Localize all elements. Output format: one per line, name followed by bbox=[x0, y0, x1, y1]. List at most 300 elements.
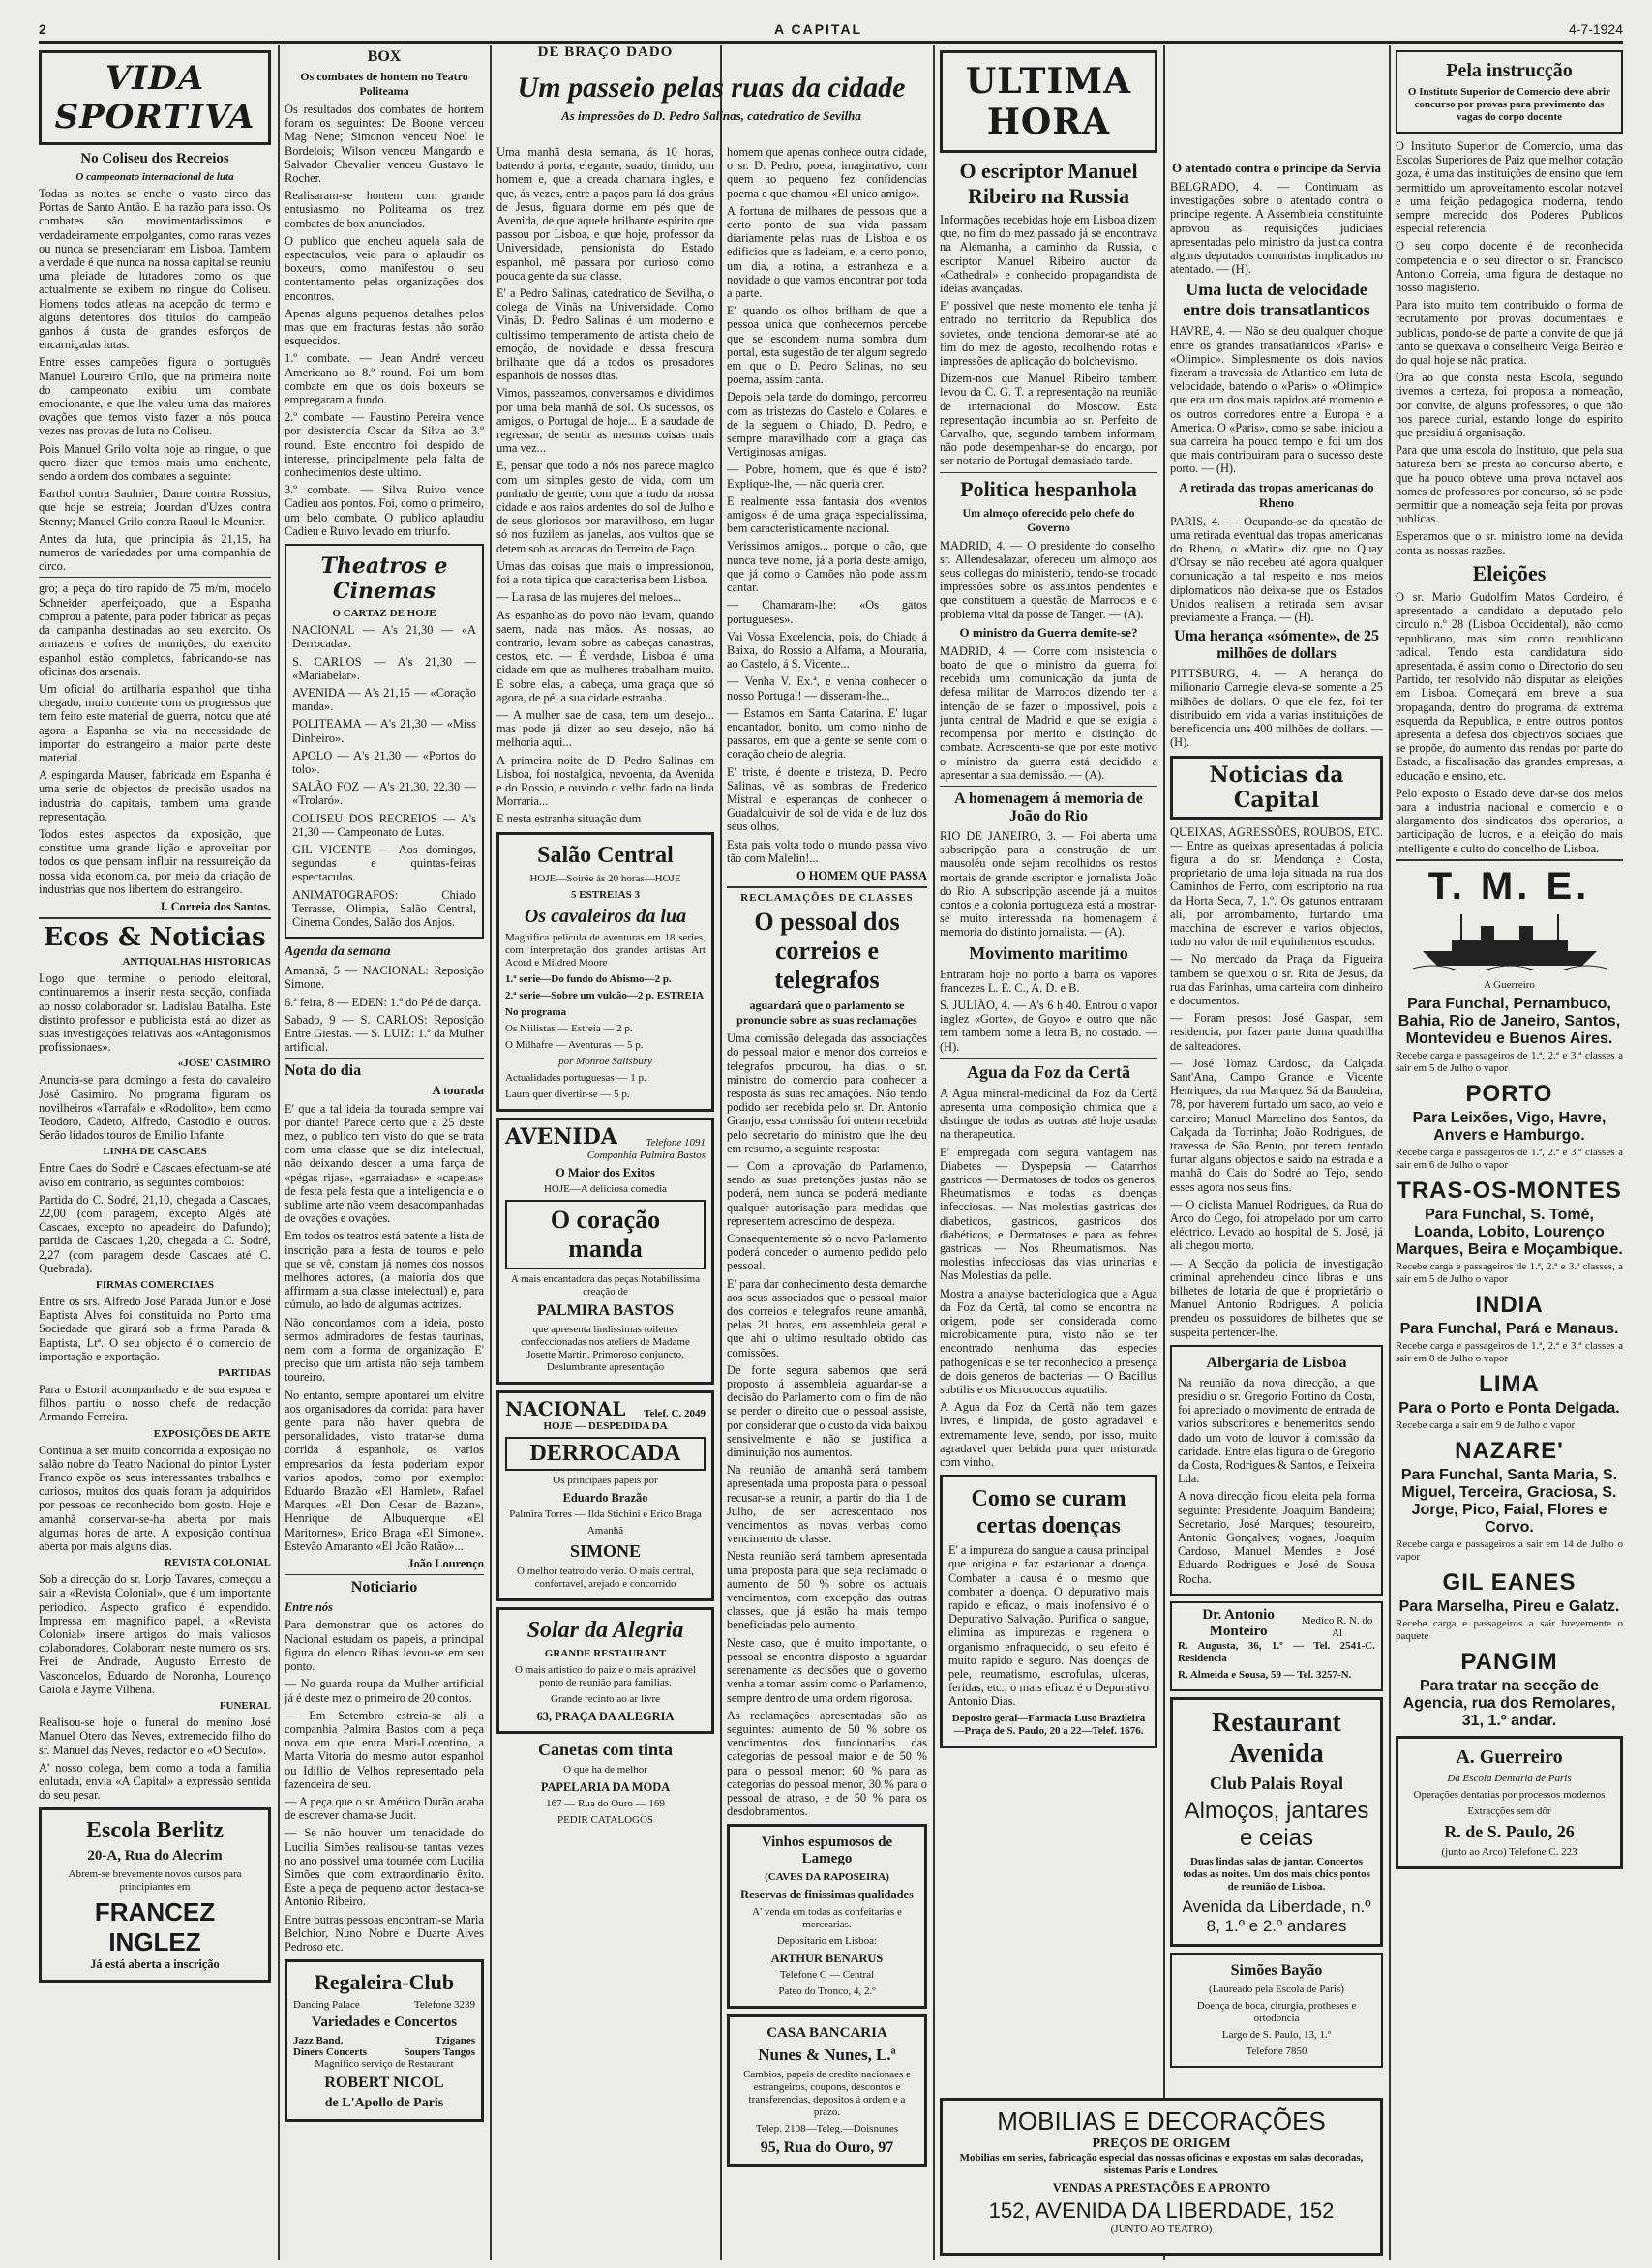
paragraph: A fortuna de milhares de pessoas que a certo ponto de sua vida passam diariamente pelas ruas de Lisboa e os edificios que as ladeiam, e, a certo ponto, um dia, a rotina, a estranheza e a novidade o que vamos encontrar por toda a parte. bbox=[727, 203, 927, 301]
column-rule bbox=[720, 45, 722, 2260]
paragraph: Vai Vossa Excelencia, pois, do Chiado á Baixa, do Rossio a Alfama, a Mouraria, ao Castelo, á S. Vicente... bbox=[727, 629, 927, 671]
ship-destinations: Para Funchal, S. Tomé, Loanda, Lobito, Lourenço Marques, Beira e Moçambique. bbox=[1396, 1206, 1623, 1258]
ad-text: por Monroe Salisbury bbox=[558, 1055, 652, 1067]
agenda-item: Amanhã, 5 — NACIONAL: Reposição Simone. bbox=[285, 964, 484, 992]
avenida-ad bbox=[496, 1118, 714, 1385]
ad-text: Mobilias em series, fabricação especial das nossas oficinas e expostas em salas decoradas, sistemas Paris e Londres. bbox=[959, 2152, 1364, 2176]
paragraph: O publico que encheu aquela sala de espectaculos, veio para o aplaudir os boxeurs, como manifestou o seu contentamento pelas organizações dos encontros. bbox=[285, 233, 484, 303]
column-1 bbox=[39, 45, 271, 2260]
theatre-listing: NACIONAL — A's 21,30 — «A Derrocada». bbox=[292, 623, 476, 651]
paragraph: No entanto, sempre apontarei um elvitre aos organisadores da corrida: para haver gente para não haver quebra de personalidades, visto tratar-se duma corrida á espanhola, os varios empresarios da festa poderiam expor varios apodos, como por exemplo: Eduardo Brazão «El Hamlet», Rafael Marques «El Don Cesar de Bazan», Henrique de Albuquerque «El Maritornes», Erico Braga «El Simone», Estevão Amaranto «El João Ratão»... bbox=[285, 1388, 484, 1553]
nota-body bbox=[285, 1102, 484, 1554]
paragraph: Apenas alguns pequenos detalhes pelos mas que em fracturas festas não sorão esquecidos. bbox=[285, 306, 484, 348]
paragraph: RIO DE JANEIRO, 3. — Foi aberta uma subscripção para a construção de um mausoléu onde sejam recolhidos os restos mortais de grande escriptor e jornalista João do Rio. A subscripção ascende já a muitos contos e a colonia portugueza está a mostrar-se muito interessada na homenagem á memoria do distinto jornalista. — (A). bbox=[940, 828, 1157, 940]
ad-text: que apresenta lindissimas toilettes confeccionadas nos ateliers de Madame Josette Martin. Primoroso conjuncto. Deslumbrante apresentação bbox=[521, 1323, 690, 1373]
theatre-listing: POLITEAMA — A's 21,30 — «Miss Dinheiro». bbox=[292, 717, 476, 745]
ad-text: Reservas de finissimas qualidades bbox=[740, 1888, 914, 1902]
news-body bbox=[39, 1295, 271, 1363]
story-title: BOX bbox=[367, 48, 402, 65]
ad-title: MOBILIAS E DECORAÇÕES bbox=[997, 2106, 1326, 2135]
paragraph: E' a impureza do sangue a causa principal que origina e faz estacionar a doença. Combater a causa é o mesmo que combater a doença. O depurativo mais rapido e eficaz, o mais inofensivo é o Depurativo Salvação. Purifica o sangue, elimina as impurezas e regenera o organismo enfraquecido, o seu efeito é muito rapido e seguro. Nas doenças de pele, reumatismo, escrofulas, ulceras, feridas, etc., o mais eficaz é o Depurativo Antonio Dias. bbox=[948, 1543, 1149, 1709]
ad-text: No programa bbox=[505, 1005, 567, 1018]
ship-destinations: Para Funchal, Pernambuco, Bahia, Rio de Janeiro, Santos, Montevideu e Buenos Aires. bbox=[1397, 995, 1621, 1047]
vinhos-ad bbox=[727, 1824, 927, 2008]
ad-text: A' venda em todas as confeitarias e mercearias. bbox=[752, 1905, 902, 1930]
ad-text: 2.ª serie—Sobre um vulcão—2 p. ESTREIA bbox=[505, 989, 705, 1001]
ad-language: FRANCEZ bbox=[94, 1897, 216, 1927]
theatre-listing: S. CARLOS — A's 21,30 — «Mariabelar». bbox=[292, 654, 476, 682]
paragraph: — Se não houver um tenacidade do Lucilia Simões realisou-se tantas vezes no ano possivel uma tournée com Lucilia Simões que com extraordinario êxito. Este a peça de pequeno actor destaca-se Antonio Ribeiro. bbox=[285, 1826, 484, 1909]
berlitz-ad bbox=[39, 1807, 271, 1982]
noticias-capital-box bbox=[1170, 756, 1383, 820]
ad-text: 5 ESTREIAS 3 bbox=[571, 888, 640, 901]
paragraph: Entre outras pessoas encontram-se Maria Belchior, Nuno Nobre e Duarte Alves Pedroso etc. bbox=[285, 1912, 484, 1954]
story-body bbox=[1170, 324, 1383, 475]
ad-text: Tziganes bbox=[435, 2035, 475, 2047]
column-6 bbox=[1170, 45, 1383, 2260]
paragraph: — No guarda roupa da Mulher artificial já é deste mez o primeiro de 20 contos. bbox=[285, 1677, 484, 1705]
paragraph: Realisou-se hoje o funeral do menino José Manuel Otero das Neves, extremecido filho do sr. Manuel das Neves, redactor e o «O Seculo». bbox=[39, 1716, 271, 1757]
ship-destinations: Para Leixões, Vigo, Havre, Anvers e Hamburgo. bbox=[1412, 1109, 1607, 1144]
story-subtitle: Um almoço oferecido pelo chefe do Governo bbox=[962, 505, 1135, 534]
paragraph: Para demonstrar que os actores do Nacional estudam os papeis, a principal figura do elenco Ribas levou-se em seu ponto. bbox=[285, 1618, 484, 1674]
subheading: REVISTA COLONIAL bbox=[164, 1557, 271, 1569]
paragraph: E' para dar conhecimento desta demarche aos seus associados que o pessoal maior dos correios e telegrafos reune amanhã, pelas 21 horas, em assembleia geral e que ahi o ultimo resultado obtido das comissões. bbox=[727, 1276, 927, 1359]
theatre-listing: AVENIDA — A's 21,15 — «Coração manda». bbox=[292, 685, 476, 714]
agenda-list bbox=[285, 964, 484, 1054]
theatres-list bbox=[292, 623, 476, 929]
paragraph: BELGRADO, 4. — Continuam as investigações sobre o atentado contra o principe regente. A Assembleia constituinte aprovou as requisições judiciaes apresentadas pelo ministro da justica contra alguns deputados comunistas implicados no atentado. — (H). bbox=[1170, 180, 1383, 277]
ad-feature: DERROCADA bbox=[505, 1437, 706, 1471]
subheading: EXPOSIÇÕES DE ARTE bbox=[153, 1427, 271, 1440]
story-body bbox=[1178, 1376, 1375, 1586]
story-subtitle: Os combates de hontem no Teatro Politeama bbox=[300, 70, 468, 98]
story-body bbox=[1170, 825, 1383, 1339]
paragraph: Logo que termine o periodo eleitoral, continuaremos a inserir nesta secção, confiada ao nosso colaborador sr. Ladislau Batalha. Este distinto professor e publicista está ao dizer as suas investigações relativas aos «Antagonismos profissionaes». bbox=[39, 971, 271, 1055]
paragraph: E, pensar que todo a nós nos parece magico com um simples gesto de vida, com um punhado de gente, com que a tudo da nossa cidade e aos raios ardentes do sol de Julho e de seus gloriosos por maravilhoso, em lugar só nos fuzilem as janelas, aos vultos que se detem sob as arcadas do Terreiro de Paço. bbox=[496, 459, 714, 555]
ad-feature: SIMONE bbox=[569, 1540, 641, 1561]
ad-text: Eduardo Brazão bbox=[562, 1490, 648, 1505]
paragraph: Dizem-nos que Manuel Ribeiro tambem levou da C. G. T. a representação na reunião de internacional do Moscow. Esta representação incumbia ao sr. Perfeito de Carvalho, que, segundo tambem informam, não pode desempenhar-se do encargo, por ser notario de Portugal demasiado tarde. bbox=[940, 372, 1157, 468]
story-title: O ministro da Guerra demite-se? bbox=[959, 624, 1138, 640]
paragraph: A' nosso colega, bem como a toda a familia enlutada, envia «A Capital» a expressão sentida do seu pesar. bbox=[39, 1760, 271, 1803]
ad-body bbox=[948, 1543, 1149, 1708]
story-body bbox=[1396, 139, 1623, 557]
paragraph: Para o Estoril acompanhado e de sua esposa e filhos partiu o nosso chefe de redacção Armando Ferreira. bbox=[39, 1383, 271, 1424]
paragraph: Ora ao que consta nesta Escola, segundo tivemos a certeza, foi proposta a nomeação, por convite, de alguns professores, o que não nos parece curial, estando longe do espirito que presidiu á organisação. bbox=[1396, 371, 1623, 440]
paragraph: E' que a tal ideia da tourada sempre vai por diante! Parece certo que a 25 deste mez, o publico tem visto do que se trata com uma classe que se diz intelectual, não deixando descer a uma farça de «pégas rijas», «garraiadas» e «capeias» de festa pela festa que a inteligencia e o sublime arte não veem desacompanhadas de ovações e ovações. bbox=[285, 1101, 484, 1226]
paragraph: Mostra a analyse bacteriologica que a Agua da Foz da Certã, tal como se encontra na origem, pode ser considerada como microbicamente pura, visto não se ter encontrado nenhuma das especies pathogenicas e se ter reconhecido a presença de dois generos de bacterias — O Bacillus subtilis e os Micrococcus aquatilis. bbox=[940, 1286, 1157, 1397]
news-body bbox=[39, 1073, 271, 1142]
subheading: PARTIDAS bbox=[217, 1367, 271, 1380]
ad-text: Duas lindas salas de jantar. Concertos todas as noites. Um dos mais chics pontos de reunião de Lisboa. bbox=[1183, 1855, 1370, 1893]
story-body bbox=[940, 968, 1157, 1054]
simoes-ad bbox=[1170, 1953, 1383, 2068]
story-subtitle: O campeonato internacional de luta bbox=[75, 171, 234, 183]
ad-text: Medico R. N. do Al bbox=[1301, 1614, 1373, 1639]
news-body bbox=[39, 1572, 271, 1696]
paragraph: E nesta estranha situação dum bbox=[496, 812, 642, 826]
theatre-listing: ANIMATOGRAFOS: Chiado Terrasse, Olimpia, Salão Central, Cinema Condes, Salão dos Anjos. bbox=[292, 887, 476, 929]
paragraph: QUEIXAS, AGRESSÕES, ROUBOS, ETC. — Entre as queixas apresentadas á policia figura a do sr. Mendonça e Costa, proprietario de uma loja situada na rua dos Caminhos de Ferro, com escriptorio na rua da Horta Seca, 7, 1.º. Os gatunos entraram ali, por arrombamento, furtando uma macchina de escrever e varios objectos, tudo no valor de mil e quinhentos escudos. bbox=[1170, 824, 1383, 949]
kicker: RECLAMAÇÕES DE CLASSES bbox=[740, 892, 914, 905]
ship-note: Recebe carga e passageiros de 1.ª, 2.ª e 3.ª classes a sair em 6 de Julho o vapor bbox=[1396, 1146, 1623, 1171]
ad-subtitle: Variedades e Concertos bbox=[311, 2014, 458, 2031]
paragraph: homem que apenas conhece outra cidade, o sr. D. Pedro, poeta, imaginativo, com quem ao pequeno fez confidencias poema e que chamou «El unico amigo». bbox=[727, 145, 927, 200]
paragraph: — O ciclista Manuel Rodrigues, da Rua do Arco do Cego, foi atropelado por um carro eléctrico. Levado ao hospital de S. José, já ali chegou morto. bbox=[1170, 1197, 1383, 1253]
column-rule bbox=[1389, 45, 1391, 2260]
ad-text: R. Almeida e Sousa, 59 — Tel. 3257-N. bbox=[1178, 1668, 1352, 1681]
ad-address: Largo de S. Paulo, 13, 1.º bbox=[1221, 2028, 1332, 2041]
ad-star: PALMIRA BASTOS bbox=[536, 1301, 675, 1319]
ad-text: PAPELARIA DA MODA bbox=[540, 1780, 671, 1795]
tme-line: A Guerreiro bbox=[1484, 978, 1535, 991]
ad-phone: Telefone C — Central bbox=[779, 1968, 875, 1981]
ad-text: Jazz Band. bbox=[293, 2035, 344, 2047]
ad-text: (CAVES DA RAPOSEIRA) bbox=[765, 1871, 889, 1884]
ship-note: Recebe carga e passageiros a sair brevemente o paquete bbox=[1396, 1617, 1623, 1642]
paragraph: — Em Setembro estreia-se ali a companhia Palmira Bastos com a peça nova em que entra Mari-Lorentino, a Marta Vitoria do mesmo autor espanhol ou Idillio de Velhos representado pela fazendeira de seu. bbox=[285, 1708, 484, 1791]
signature: O HOMEM QUE PASSA bbox=[796, 868, 927, 882]
ad-text: Magnifica pelicula de aventuras em 18 series, com interpretação dos grandes artistas Art Acord e Mildred Moore bbox=[505, 931, 706, 969]
ship-list bbox=[1396, 996, 1623, 1730]
curam-ad bbox=[940, 1475, 1157, 1747]
column-rule bbox=[278, 45, 280, 2260]
theatre-listing: GIL VICENTE — Aos domingos, segundas e quintas-feiras espectaculos. bbox=[292, 842, 476, 884]
paragraph: Nesta reunião será tambem apresentada uma proposta para que seja reclamado o aumento de 50 % sobre os actuais vencimentos, com excepção das outras classes, que já estão ha mais tempo beneficiadas pelo aumento. bbox=[727, 1549, 927, 1632]
theatres-title: Theatros e Cinemas bbox=[320, 553, 448, 605]
story-title: Agua da Foz da Certã bbox=[967, 1061, 1130, 1082]
ad-text: (Laureado pela Escola de Paris) bbox=[1209, 1983, 1344, 1995]
ad-text: Dancing Palace bbox=[293, 1999, 360, 2012]
theatre-listing: COLISEU DOS RECREIOS — A's 21,30 — Campeonato de Lutas. bbox=[292, 811, 476, 839]
ad-title: Simões Bayão bbox=[1230, 1961, 1323, 1979]
paragraph: Anuncia-se para domingo a festa do cavaleiro José Casimiro. No programa figuram os novilheiros «Tarrafal» e «Rodolito», bem como Teodoro, Cadeto, Alfredo, Castodio e outros. Serão lidados touros de Emilio Infante. bbox=[39, 1073, 271, 1143]
ad-row bbox=[1178, 1607, 1375, 1640]
ad-title: NACIONAL bbox=[505, 1396, 626, 1420]
paragraph: Pois Manuel Grilo volta hoje ao ringue, o que quero dizer que temos mais uma enchente, sendo a ordem dos combates a seguinte: bbox=[39, 441, 271, 484]
ad-row bbox=[505, 1397, 706, 1420]
ad-text: Diners Concerts bbox=[293, 2046, 368, 2059]
news-body bbox=[39, 1383, 271, 1424]
paragraph: Pelo exposto o Estado deve dar-se dos meios para a industria nacional e comercio e o alargamento dos sindicatos dos operarios, a participação de lucros, e a eleição do mais intelligente e culto do concelho de Lisboa. bbox=[1396, 786, 1623, 855]
ad-row bbox=[293, 2035, 475, 2046]
subheading: ANTIQUALHAS HISTORICAS bbox=[122, 956, 271, 969]
subheading: «JOSE' CASIMIRO bbox=[177, 1058, 271, 1070]
agenda-item: Sabado, 9 — S. CARLOS: Reposição Entre Giestas. — S. LUIZ: 1.º da Mulher artificial. bbox=[285, 1012, 484, 1055]
theatres-subtitle: O CARTAZ DE HOJE bbox=[332, 608, 436, 620]
ad-text: Abrem-se brevemente novos cursos para principiantes em bbox=[68, 1868, 242, 1894]
ad-text: HOJE — DESPEDIDA DA bbox=[543, 1419, 668, 1432]
paragraph: A primeira noite de D. Pedro Salinas em Lisboa, foi nostalgica, nevoenta, da Avenida e do Rossio, e ouvindo o velho fado na linda Morraria... bbox=[496, 753, 714, 809]
subheading: FUNERAL bbox=[219, 1700, 271, 1713]
ad-subtitle: PREÇOS DE ORIGEM bbox=[1092, 2136, 1231, 2151]
story-title: Uma herança «sómente», de 25 milhões de dollars bbox=[1174, 628, 1379, 663]
ad-phone: Telefone 7850 bbox=[1246, 2044, 1307, 2057]
ad-name: Dr. Antonio Monteiro bbox=[1202, 1606, 1275, 1639]
paragraph: E' triste, é doente e tristeza, D. Pedro Salinas, vê as sombras de Frederico Mistral e esperanças de conhecer o Guadalquivir de sol de vida e de luz dos seus olhos. bbox=[727, 764, 927, 834]
ad-feature: O coração manda bbox=[505, 1200, 706, 1269]
nota-kicker: A tourada bbox=[432, 1084, 484, 1098]
paragraph: — Pobre, homem, que és que é isto? Explique-lhe, — não queria crer. bbox=[727, 463, 927, 491]
paragraph: Barthol contra Saulnier; Dame contra Rossius, que hoje se estreia; Jourdan d'Uzes contra Stenny; Manuel Grilo contra Raoul le Meunier. bbox=[39, 487, 271, 528]
ad-text: PEDIR CATALOGOS bbox=[556, 1814, 654, 1827]
tme-title: T. M. E. bbox=[1427, 864, 1591, 908]
ship-name: PANGIM bbox=[1460, 1648, 1558, 1675]
paragraph: PARIS, 4. — Ocupando-se da questão de uma retirada eventual das tropas americanas do Rheno, o «Matin» diz que no Quay d'Orsay se não recebeu até agora qualquer comunicação a tal respeito e nos meios diplomaticos não deixa-se que os Estados Unidos realisem a retirada sem avisar previamente a França. — (H). bbox=[1170, 514, 1383, 625]
ad-title: Regaleira-Club bbox=[314, 1970, 455, 1995]
headline-span bbox=[496, 45, 926, 128]
ad-address: 20-A, Rua do Alecrim bbox=[87, 1848, 223, 1865]
ad-feature: Almoços, jantares e ceias bbox=[1184, 1797, 1369, 1851]
ad-text: GRANDE RESTAURANT bbox=[544, 1647, 667, 1659]
signature: J. Correia dos Santos. bbox=[159, 899, 271, 913]
paragraph: A Agua da Foz da Certã não tem gazes livres, é limpida, de gosto agradavel e extremamente leve, sendo, por isso, muito agradavel quer bebida pura quer misturada com vinho. bbox=[940, 1400, 1157, 1470]
subheading: LINHA DE CASCAES bbox=[103, 1146, 207, 1158]
story-body bbox=[496, 145, 714, 826]
ad-text: de L'Apollo de Paris bbox=[324, 2096, 444, 2111]
ad-text: Operações dentarias por processos modernos bbox=[1413, 1788, 1606, 1801]
ad-text: Laura quer divertir-se — 5 p. bbox=[505, 1088, 630, 1100]
paragraph: O sr. Mario Gudolfim Matos Cordeiro, é apresentado a candidato a deputado pelo circulo n.º 28 (Lisboa Occidental), não como republicano, mas sim como republicano radical. Tendo esta candidatura sido apresentada, é assim como o Directorio do seu Partido, ter resolvido não disputar as eleições em Lisboa. Começará em breve a sua propaganda, dentro do programa da extrema esquerda da Republica, e entre outros pontos apresenta a defesa dos objectivos sociaes que se propõe, do aumento das rendas por parte do Estado, a fiscalisação das grandes empresas, a educação e ensino, etc. bbox=[1396, 589, 1623, 783]
ship-destinations: Para Funchal, Santa Maria, S. Miguel, Terceira, Graciosa, S. Jorge, Pico, Faial, Flores e Corvo. bbox=[1400, 1466, 1618, 1536]
paragraph: E realmente essa fantasia dos «ventos amigos» é de uma graça especialissima, bem caracteristicamente nacional. bbox=[727, 493, 927, 536]
ad-address: Pateo do Tronco, 4, 2.º bbox=[778, 1984, 876, 1997]
paragraph: PITTSBURG, 4. — A herança do milionario Carnegie eleva-se somente a 25 milhões de dollars. O que ele fez, foi ter distribuido em vida a varias instituições de beneficencia uns 400 milhões de dollars. — (H). bbox=[1170, 667, 1383, 750]
paragraph: — La rasa de las mujeres del meloes... bbox=[496, 590, 682, 605]
section-title: Noticias da Capital bbox=[1209, 761, 1344, 813]
subhead: aguardará que o parlamento se pronuncie sobre as suas reclamações bbox=[736, 999, 917, 1028]
ad-text: Depositario em Lisboa: bbox=[776, 1934, 878, 1947]
ad-text: Actualidades portuguesas — 1 p. bbox=[505, 1071, 646, 1084]
noticiario-body bbox=[285, 1618, 484, 1954]
ultima-hora-masthead bbox=[940, 50, 1157, 153]
paragraph: gro; a peça do tiro rapido de 75 m/m, modelo Schneider aperfeiçoado, que a Espanha comprou a patente, para poder fabricar as peças da campanha destinadas ao seu exercito. Os armazens e cofres de munições, do exercito espanhol estão completos, fabricando-se nas oficinas dos arsenais. bbox=[39, 582, 271, 678]
ad-text: Soupers Tangos bbox=[404, 2046, 475, 2059]
ship-note: Recebe carga e passageiros de 1.ª, 2.ª e 3.ª classes, a sair em 5 de Julho o vapor bbox=[1396, 1260, 1623, 1285]
paragraph: Entre esses campeões figura o português Manuel Loureiro Grilo, que na primeira noite do campeonato exibiu um combate emocionante, e que lhe valeu uma das maiores ovações que temos visto fazer a nós pouca vezes nas provas de luta no Coliseu. bbox=[39, 355, 271, 438]
paragraph: Todos estes aspectos da exposição, que constitue uma grande lição e aproveitar por todos os que pensam influir na ressurreição da nossa vida economica, por meio da criação de industrias que nos libertem do estrangeiro. bbox=[39, 826, 271, 896]
headline: O pessoal dos correios e telegrafos bbox=[754, 908, 900, 995]
story-body bbox=[940, 829, 1157, 940]
noticiario-sub: Entre nós bbox=[285, 1600, 333, 1615]
ad-text: Magnifico serviço de Restaurant bbox=[315, 2058, 454, 2071]
paragraph: Todas as noites se enche o vasto circo das Portas de Santo Antão. E ha razão para isso. Os combates são movimentadissimos e verdadeiramente empolgantes, como raras vezes ou nunca se presenciaram em Lisboa. Tambem a verdade é que nunca na nossa capital se reuniu uma pleiade de lutadores como os que actualmente se exibem no ringue do Coliseu. Homens todos atletas na acepção do termo e alguns detentores dos titulos do campeão ganhos á custa de grandes esforços de encarniçadas lutas. bbox=[39, 187, 271, 352]
paragraph: Uma manhã desta semana, ás 10 horas, batendo á porta, elegante, suado, timido, um homem e, que a creada chamara ingles, e que, ás vezes, entre a paços para lá dos gráus de Jesus, figuara dorme em pés que de Avenida, de que aquele brilhante espirito que passou por Lisboa, e que hoje, professor da Universidade, pensionista do Estado espanhol, mê passara por curioso como pouca gente da sua classe. bbox=[496, 145, 714, 283]
paragraph: E' a Pedro Salinas, catedratico de Sevilha, o colega de Vinãs na Universidade. Como Vinãs, D. Pedro Salinas é um moderno e cultissimo temperamento de artista cheio de emoção, de novidade e dessa frescura brilhante que dá a todos os prosadores espanhois de nossos dias. bbox=[496, 286, 714, 383]
albergaria-box bbox=[1170, 1345, 1383, 1596]
ad-text: (JUNTO AO TEATRO) bbox=[1110, 2223, 1213, 2236]
ad-phone: Telep. 2108—Teleg.—Doisnunes bbox=[755, 2122, 899, 2134]
paragraph: Entre os srs. Alfredo José Parada Junior e José Baptista Alves foi constituida no Porto uma Sociedade que girará sob a firma Parada & Baptista, Ltª. O seu objecto é o comercio de importação e exportação. bbox=[39, 1295, 271, 1363]
paragraph: 2.º combate. — Faustino Pereira vence por desistencia Oscar da Silva ao 3.º round. Este encontro foi despido de interesse, principalmente pela falta de conhecimentos deste ultimo. bbox=[285, 410, 484, 480]
ad-title: Vinhos espumosos de Lamego bbox=[761, 1835, 893, 1867]
paragraph: Não concordamos com a ideia, posto sermos admiradores de festas taurinas, nem com a forma de organização. E' preciso que um artista não seja tambem toureiro. bbox=[285, 1315, 484, 1385]
ship-destinations: Para Funchal, Pará e Manaus. bbox=[1399, 1320, 1619, 1337]
paragraph: Em todos os teatros está patente a lista de inscrição para a festa de touros e pelo que se vê, constam já nomes dos nossos melhores actores, (a maioria dos que affirmam a sua classe intelectual) e, para cúmulo, ao lado de algumas actrizes. bbox=[285, 1229, 484, 1312]
story-body bbox=[39, 582, 271, 895]
theatres-box bbox=[285, 544, 484, 939]
ad-text: O Milhafre — Aventuras — 5 p. bbox=[505, 1038, 644, 1051]
paragraph: Vimos, passeamos, conversamos e dividimos por uma bela manhã de sol. Os sucessos, os amigos, o Portugal de hoje... E a saudade de regressar, de sentir as mesmas coisas mais uma vez... bbox=[496, 386, 714, 456]
paragraph: As reclamações apresentadas são as seguintes: aumento de 50 % sobre os vencimentos dos funcionarios das categorias de pessoal maior e de 50 % para o pessoal menor; 60 % para as categorias do pessoal menor, 30 % para o pessoal de atraso, e de 50 % para os desdobramentos. bbox=[727, 1708, 927, 1819]
story-body bbox=[1170, 667, 1383, 749]
ad-title: Restaurant Avenida bbox=[1212, 1707, 1341, 1769]
ad-text: O melhor teatro do verão. O mais central, confortavel, arejado e concorrido bbox=[517, 1565, 694, 1590]
ad-address: 63, PRAÇA DA ALEGRIA bbox=[536, 1709, 675, 1723]
paragraph: Entraram hoje no porto a barra os vapores francezes L. E. C., A. D. e B. bbox=[940, 967, 1157, 995]
paragraph: Na reunião de amanhã será tambem apresentada uma proposta para o pessoal recusar-se a reunir, a partir do dia 1 de Julho, de ser acrescentado nos vencimentos as novas verbas como vencimento de classe. bbox=[727, 1463, 927, 1546]
canetas-ad bbox=[496, 1740, 714, 1827]
story-title: Movimento maritimo bbox=[969, 942, 1128, 963]
paragraph: Antes da luta, que principia ás 21,15, ha numeros de variedades por uma companhia de circo. bbox=[39, 531, 271, 574]
paragraph: O seu corpo docente é de reconhecida competencia e o seu director o sr. Francisco Antonio Correia, uma figura de destaque no nosso magisterio. bbox=[1396, 239, 1623, 295]
regaleira-ad bbox=[285, 1959, 484, 2122]
paragraph: A espingarda Mauser, fabricada em Espanha é uma serie do objectos de precisão usados na industria do capitais, tambem uma grande representação. bbox=[39, 768, 271, 823]
paragraph: — No mercado da Praça da Figueira tambem se queixou o sr. Rita de Jesus, da rua das Farinhas, uma carteira com dinheiro e documentos. bbox=[1170, 952, 1383, 1007]
ad-text: O que ha de melhor bbox=[563, 1764, 647, 1776]
story-title: O atentado contra o principe da Servia bbox=[1172, 161, 1381, 175]
ship-destinations: Para o Porto e Ponta Delgada. bbox=[1398, 1399, 1620, 1417]
paragraph: — Venha V. Ex.ª, e venha conhecer o nosso Portugal! — disseram-lhe... bbox=[727, 674, 927, 702]
paragraph: — A peça que o sr. Américo Durão acaba de escrever chama-se Judit. bbox=[285, 1794, 484, 1823]
paragraph: Na reunião da nova direcção, a que presidiu o sr. Gregorio Fortino da Costa, foi apreciado o movimento de entrada de varios subscritores e benemeritos sendo dado um voto de louvor á comissão da caridade. Entre elas figura o de Gregorio da Costa, Rodrigues & Santos, e Teixeira Lda. bbox=[1178, 1375, 1376, 1486]
column-rule bbox=[490, 45, 492, 2260]
paragraph: Continua a ser muito concorrida a exposição no salão nobre do Teatro Nacional do pintor Lyster Franco expõe os seus interessantes trabalhos e curiosos, muitos dos quais foram ja adquiridos por pessoas de reconhecido bom gosto. Hoje e amanhã conservar-se-ha aberta por mais algumas horas de arte. A exposição continua aberta por mais alguns dias. bbox=[39, 1443, 271, 1554]
ad-text: 1.ª serie—Do fundo do Abismo—2 p. bbox=[505, 972, 672, 985]
paragraph: E' quando os olhos brilham de que a pessoa unica que conhecemos percebe que se escondem numa sombra dum portal, esta sugestão de ter algum segredo em que o D. Pedro Salinas, no seu poema, assim canta. bbox=[727, 304, 927, 387]
ad-language: INGLEZ bbox=[108, 1927, 201, 1957]
ad-text: Os principaes papeis por bbox=[553, 1474, 658, 1486]
masthead-title: ULTIMA HORA bbox=[965, 61, 1132, 142]
salao-central-ad bbox=[496, 832, 714, 1112]
story-title: Albergaria de Lisboa bbox=[1206, 1354, 1347, 1371]
guerreiro-ad bbox=[1396, 1736, 1623, 1869]
paragraph: Umas das coisas que mais o impressionou, foi a nota tipica que caracterisa bem Lisboa. bbox=[496, 558, 714, 587]
story-body bbox=[1396, 590, 1623, 855]
paragraph: HAVRE, 4. — Não se deu qualquer choque entre os grandes transatlanticos «Paris» e «Olimpic». Simplesmente os dois navios fizeram a travessia do Atlantico em luta de velocidade, batendo o «Paris» o «Olimpic» que era um dos mais rapidos até momento e os outros corredores entre a Europa e a America. O «Paris», como se sabe, iniciou a sua carreira ha pouco tempo e foi um dos que mais contribuiram para o sucesso deste porto. — (H). bbox=[1170, 324, 1383, 476]
ad-name: Nunes & Nunes, L.ª bbox=[758, 2044, 896, 2064]
ad-text: Companhia Palmira Bastos bbox=[586, 1149, 706, 1161]
ship-destinations: Para tratar na secção de Agencia, rua dos Remolares, 31, 1.º andar. bbox=[1402, 1677, 1616, 1729]
story-title: Politica hespanhola bbox=[960, 476, 1137, 501]
ad-row bbox=[293, 1999, 475, 2011]
ad-address: R. de S. Paulo, 26 bbox=[1444, 1821, 1575, 1841]
ad-text: VENDAS A PRESTAÇÕES E A PRONTO bbox=[1052, 2181, 1271, 2194]
paragraph: — José Tomaz Cardoso, da Calçada Sant'Ana, Campo Grande e Vicente Henriques, da rua Marquez Sá da Bandeira, 78, por haverem furtado um saco, ao veio e carteiro; Manuel Marcelino dos Santos, da Calçada da Torrinha; João Rodrigues, de travessa de São Bento, por terem tentado furtar alguns objectos e saido na estrada e a manhã do Cais do Sodré ao Tejo, sendo esses agora nos seus fins. bbox=[1170, 1056, 1383, 1194]
ad-row bbox=[505, 1124, 706, 1149]
ship-note: Recebe carga e passageiros de 1.ª, 2.ª e 3.ª classes a sair em 5 de Julho o vapor bbox=[1396, 1049, 1623, 1074]
paragraph: Entre Caes do Sodré e Cascaes efectuam-se até aviso em contrario, as seguintes comboios: bbox=[39, 1161, 271, 1189]
paragraph: Depois pela tarde do domingo, percorreu com as tristezas do Castelo e Colares, e de la seguem o Chiado, D. Pedro, e sempre maravilhado com a graça das Vertiginosas amigas. bbox=[727, 390, 927, 460]
ad-text: Deposito geral—Farmacia Luso Brazileira—Praça de S. Paulo, 20 a 22—Telef. 1676. bbox=[951, 1712, 1146, 1737]
story-title: A retirada das tropas americanas do Rheno bbox=[1179, 479, 1374, 510]
ad-phone: Telefone 1091 bbox=[646, 1136, 706, 1149]
ad-title: A. Guerreiro bbox=[1456, 1746, 1563, 1768]
paragraph: Esta pais volta todo o mundo passa vivo tão com Malelin!... bbox=[727, 837, 927, 865]
paragraph: — A mulher sae de casa, tem um desejo... mas pode já dizer ao seu desejo, não há melhoria aqui... bbox=[496, 707, 714, 750]
theatre-listing: SALÃO FOZ — A's 21,30, 22,30 — «Trolaró». bbox=[292, 780, 476, 808]
noticiario-title: Noticiario bbox=[350, 1579, 418, 1597]
theatre-listing: APOLO — A's 21,30 — «Portos do tolo». bbox=[292, 748, 476, 776]
monteiro-ad bbox=[1170, 1601, 1383, 1691]
ad-text: O Maior dos Exitos bbox=[556, 1165, 655, 1179]
ad-text: HOJE—A deliciosa comedia bbox=[543, 1182, 668, 1195]
story-body bbox=[39, 187, 271, 573]
ad-text: Extracções sem dôr bbox=[1467, 1805, 1551, 1817]
ad-phone: Telefone 3239 bbox=[413, 1999, 475, 2012]
news-body bbox=[39, 971, 271, 1054]
ad-phone: Telef. C. 2049 bbox=[644, 1407, 706, 1419]
ad-address: 95, Rua do Ouro, 97 bbox=[760, 2138, 894, 2156]
paper-name: A CAPITAL bbox=[774, 21, 863, 37]
solar-ad bbox=[496, 1607, 714, 1734]
story-title: O escriptor Manuel Ribeiro na Russia bbox=[959, 159, 1138, 208]
ad-address: Avenida da Liberdade, n.º 8, 1.º e 2.º andares bbox=[1182, 1896, 1371, 1935]
ship-name: GIL EANES bbox=[1442, 1568, 1577, 1596]
ad-text: Os Niilistas — Estreia — 2 p. bbox=[505, 1022, 633, 1034]
story-subtitle: O Instituto Superior de Comercio deve abrir concurso por provas para provimento das vagas do corpo docente bbox=[1407, 86, 1611, 123]
agenda-item: 6.ª feira, 8 — EDEN: 1.º do Pé de dança. bbox=[285, 995, 482, 1009]
ad-text: Da Escola Dentaria de Paris bbox=[1447, 1772, 1572, 1784]
ship-name: TRAS-OS-MONTES bbox=[1397, 1177, 1622, 1204]
column-rule bbox=[1163, 45, 1165, 2260]
column-2 bbox=[285, 45, 484, 2260]
nota-title: Nota do dia bbox=[285, 1062, 362, 1080]
ad-text: Palmira Torres — Ilda Stichini e Erico Braga bbox=[509, 1507, 702, 1520]
agenda-title: Agenda da semana bbox=[285, 944, 391, 960]
column-rule bbox=[933, 45, 935, 2260]
ad-title: CASA BANCARIA bbox=[766, 2024, 887, 2041]
ship-name: PORTO bbox=[1465, 1080, 1553, 1107]
news-body bbox=[39, 1716, 271, 1802]
paragraph: As espanholas do povo não levam, quando saem, nada nas mãos. As nossas, ao contrario, levam sobre as cabeças canastras, cestos, etc. — É verdade, Lisboa é uma cidade em que as mulheres trabalham muito. E sobre elas, a cabeça, uma graça que só agora, de pé, a sua cidade estranha. bbox=[496, 608, 714, 704]
ad-phone: (junto ao Arco) Telefone C. 223 bbox=[1441, 1845, 1577, 1858]
headline: Um passeio pelas ruas da cidade bbox=[517, 72, 906, 104]
ad-feature: Os cavaleiros da lua bbox=[524, 905, 687, 927]
ad-text: O mais artistico do paiz e o mais aprazivel ponto de reunião para familias. bbox=[515, 1663, 696, 1688]
kicker: DE BRAÇO DADO bbox=[537, 45, 674, 60]
section-title: Ecos & Noticias bbox=[44, 923, 266, 953]
paragraph: Esperamos que o sr. ministro tome na devida conta as nossas razões. bbox=[1396, 529, 1623, 557]
ad-title: AVENIDA bbox=[505, 1123, 617, 1149]
paragraph: Partida do C. Sodré, 21,10, chegada a Cascaes, 22,00 (com paragem, excepto Algés até Cascaes, excepto no apeadeiro do Dafundo); partida de Cascaes 1,20, chegada a C. Sodré, 2,27 (com paragem desde Cascaes até C. Quebrada). bbox=[39, 1192, 271, 1275]
paragraph: Para isto muito tem contribuido o forma de recrutamento por provas documentaes e publicas, pondo-se de parte a convite de que já tanto se queixava o conselheiro Veiga Beirão e do qual hoje se não pratica. bbox=[1396, 298, 1623, 368]
paragraph: S. JULIÃO, 4. — A's 6 h 40. Entrou o vapor inglez «Gorte», de Goyo» e outro que não tem tambem nome a letra B, no costado. — (H). bbox=[940, 998, 1157, 1054]
ship-note: Recebe carga e passageiros a sair em 14 de Julho o vapor bbox=[1396, 1537, 1623, 1563]
nacional-ad bbox=[496, 1390, 714, 1601]
signature: João Lourenço bbox=[407, 1557, 484, 1571]
casa-bancaria-ad bbox=[727, 2014, 927, 2167]
story-title: No Coliseu dos Recreios bbox=[80, 151, 229, 166]
paragraph: Sob a direcção do sr. Lorjo Tavares, começou a sair a «Revista Colonial», que é um importante periodico. Aspecto grafico é expendido. Impressa em magnifico papel, a «Revista Colonial» insere artigos do mais valiosos colaboradores. Colaboram neste numero os srs. Frei de Andrade, Augusto Ernesto de Vasconcelos, Eduardo de Noronha, Lourenço Caiola e Jayme Vilhena. bbox=[39, 1572, 271, 1696]
ad-title: Como se curam certas doenças bbox=[971, 1486, 1126, 1539]
column-4 bbox=[727, 145, 927, 2260]
ad-title: Solar da Alegria bbox=[526, 1617, 684, 1643]
ship-note: Recebe carga e passageiros de 1.ª, 2.ª e 3.ª classes a sair em 8 de Julho o vapor bbox=[1396, 1339, 1623, 1364]
ad-subtitle: Club Palais Royal bbox=[1209, 1773, 1344, 1793]
story-body bbox=[285, 103, 484, 538]
ship-icon bbox=[1413, 912, 1607, 970]
story-title: Uma lucta de velocidade entre dois transatlanticos bbox=[1183, 280, 1370, 320]
paragraph: Verissimos amigos... porque o cão, que nunca teve nome, já a porta deste amigo, que já como o Camões não pode assim cantar. bbox=[727, 539, 927, 595]
paragraph: — Estamos em Santa Catarina. E' lugar encantador, bonito, um como ninho de passaros, em que a gente se sente com o coração cheio de alegria. bbox=[727, 705, 927, 761]
ship-destinations: Para Marselha, Pireu e Galatz. bbox=[1398, 1597, 1620, 1615]
ship-note: Recebe carga a sair em 9 de Julho o vapor bbox=[1396, 1418, 1576, 1431]
instrucao-box bbox=[1396, 50, 1623, 134]
ship-name: INDIA bbox=[1475, 1291, 1544, 1318]
paragraph: Realisaram-se hontem com grande entusiasmo no Politeama os trez combates de box anunciados. bbox=[285, 189, 484, 230]
